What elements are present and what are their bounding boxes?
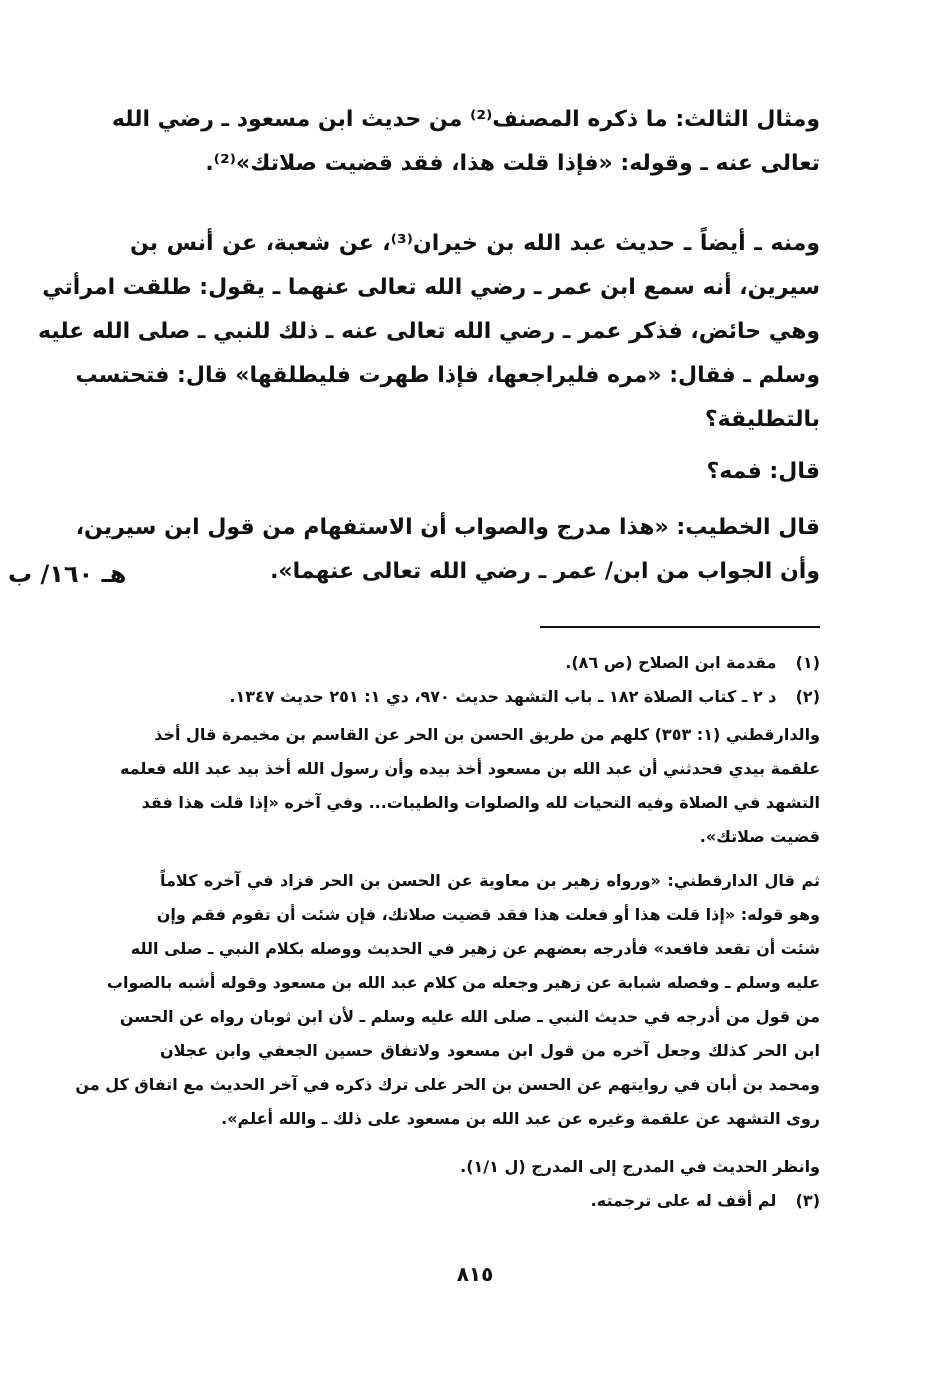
paragraph-line: سيرين، أنه سمع ابن عمر ـ رضي الله تعالى عنهما ـ يقول: طلقت امرأتي <box>42 275 820 300</box>
footnote-text: لم أقف له على ترجمته. <box>590 1191 777 1210</box>
paragraph-line: قال: فمه؟ <box>706 459 820 484</box>
page-number: ٨١٥ <box>456 1262 494 1286</box>
footnote-line: عليه وسلم ـ وفصله شبابة عن زهير وجعله من كلام عبد الله بن مسعود وقوله أشبه بالصواب <box>106 973 820 992</box>
footnote-line: قضيت صلاتك». <box>699 827 820 846</box>
footnote-line: وانظر الحديث في المدرج إلى المدرج (ل ١/١). <box>460 1157 820 1176</box>
paragraph-line: وسلم ـ فقال: «مره فليراجعها، فإذا طهرت فليطلقها» قال: فتحتسب <box>75 363 820 388</box>
footnote-line: ابن الحر كذلك وجعل آخره من قول ابن مسعود ولاتفاق حسين الجعفي وابن عجلان <box>160 1041 820 1060</box>
footnote-3 <box>130 1186 820 1216</box>
footnote-2-continuation-3 <box>200 1150 820 1184</box>
footnote-2-continuation-1 <box>119 718 820 854</box>
paragraph-line: بالتطليقة؟ <box>704 407 820 432</box>
footnote-line: التشهد في الصلاة وفيه التحيات لله والصلوات والطيبات... وفي آخره «إذا قلت هذا فقد <box>141 793 820 812</box>
footnote-line: من قول من أدرجه في حديث النبي ـ صلى الله عليه وسلم ـ لأن ابن ثوبان رواه عن الحسن <box>119 1007 820 1026</box>
footnote-line: علقمة بيدي فحدثني أن عبد الله بن مسعود أخذ بيده وأن رسول الله أخذ بيد عبد الله فعلمه <box>119 759 820 778</box>
footnote-number: (٢) <box>795 687 820 706</box>
footnote-line: روى التشهد عن علقمة وغيره عن عبد الله بن مسعود على ذلك ـ والله أعلم». <box>221 1109 820 1128</box>
footnote-1 <box>130 648 820 678</box>
paragraph-line: قال الخطيب: «هذا مدرج والصواب أن الاستفهام من قول ابن سيرين، <box>75 515 820 540</box>
paragraph-3 <box>130 450 820 494</box>
paragraph-line: ومنه ـ أيضاً ـ حديث عبد الله بن خيران⁽³⁾، عن شعبة، عن أنس بن <box>130 231 820 256</box>
paragraph-1 <box>111 98 820 186</box>
footnote-number: (١) <box>795 653 820 672</box>
footnote-text: د ٢ ـ كتاب الصلاة ١٨٢ ـ باب التشهد حديث ٩٧٠، دي ١: ٢٥١ حديث ١٣٤٧. <box>229 687 777 706</box>
footnote-text: مقدمة ابن الصلاح (ص ٨٦). <box>565 653 777 672</box>
footnote-2-continuation-2 <box>75 864 820 1136</box>
paragraph-4 <box>75 506 820 594</box>
footnote-line: ثم قال الدارقطني: «ورواه زهير بن معاوية عن الحسن بن الحر فزاد في آخره كلاماً <box>160 871 820 890</box>
footnote-line: وهو قوله: «إذا قلت هذا أو فعلت هذا فقد قضيت صلاتك، فإن شئت أن تقوم فقم وإن <box>156 905 820 924</box>
footnote-line: والدارقطني (١: ٣٥٣) كلهم من طريق الحسن بن الحر عن القاسم بن مخيمرة قال أخذ <box>154 725 820 744</box>
paragraph-line: وهي حائض، فذكر عمر ـ رضي الله تعالى عنه ـ ذلك للنبي ـ صلى الله عليه <box>38 319 820 344</box>
paragraph-2 <box>38 222 820 442</box>
footnote-number: (٣) <box>795 1191 820 1210</box>
margin-manuscript-note: هـ ١٦٠/ ب <box>8 560 127 588</box>
footnote-divider <box>540 626 820 628</box>
paragraph-line: ومثال الثالث: ما ذكره المصنف⁽²⁾ من حديث ابن مسعود ـ رضي الله <box>111 107 820 132</box>
footnote-line: شئت أن تقعد فاقعد» فأدرجه بعضهم عن زهير في الحديث ووصله بكلام النبي ـ صلى الله <box>130 939 820 958</box>
paragraph-line: تعالى عنه ـ وقوله: «فإذا قلت هذا، فقد قضيت صلاتك»⁽²⁾. <box>205 151 820 176</box>
footnote-2 <box>130 682 820 712</box>
paragraph-line: وأن الجواب من ابن/ عمر ـ رضي الله تعالى عنهما». <box>270 559 820 584</box>
footnote-line: ومحمد بن أبان في روايتهم عن الحسن بن الحر على ترك ذكره في آخر الحديث مع اتفاق كل من <box>75 1075 820 1094</box>
